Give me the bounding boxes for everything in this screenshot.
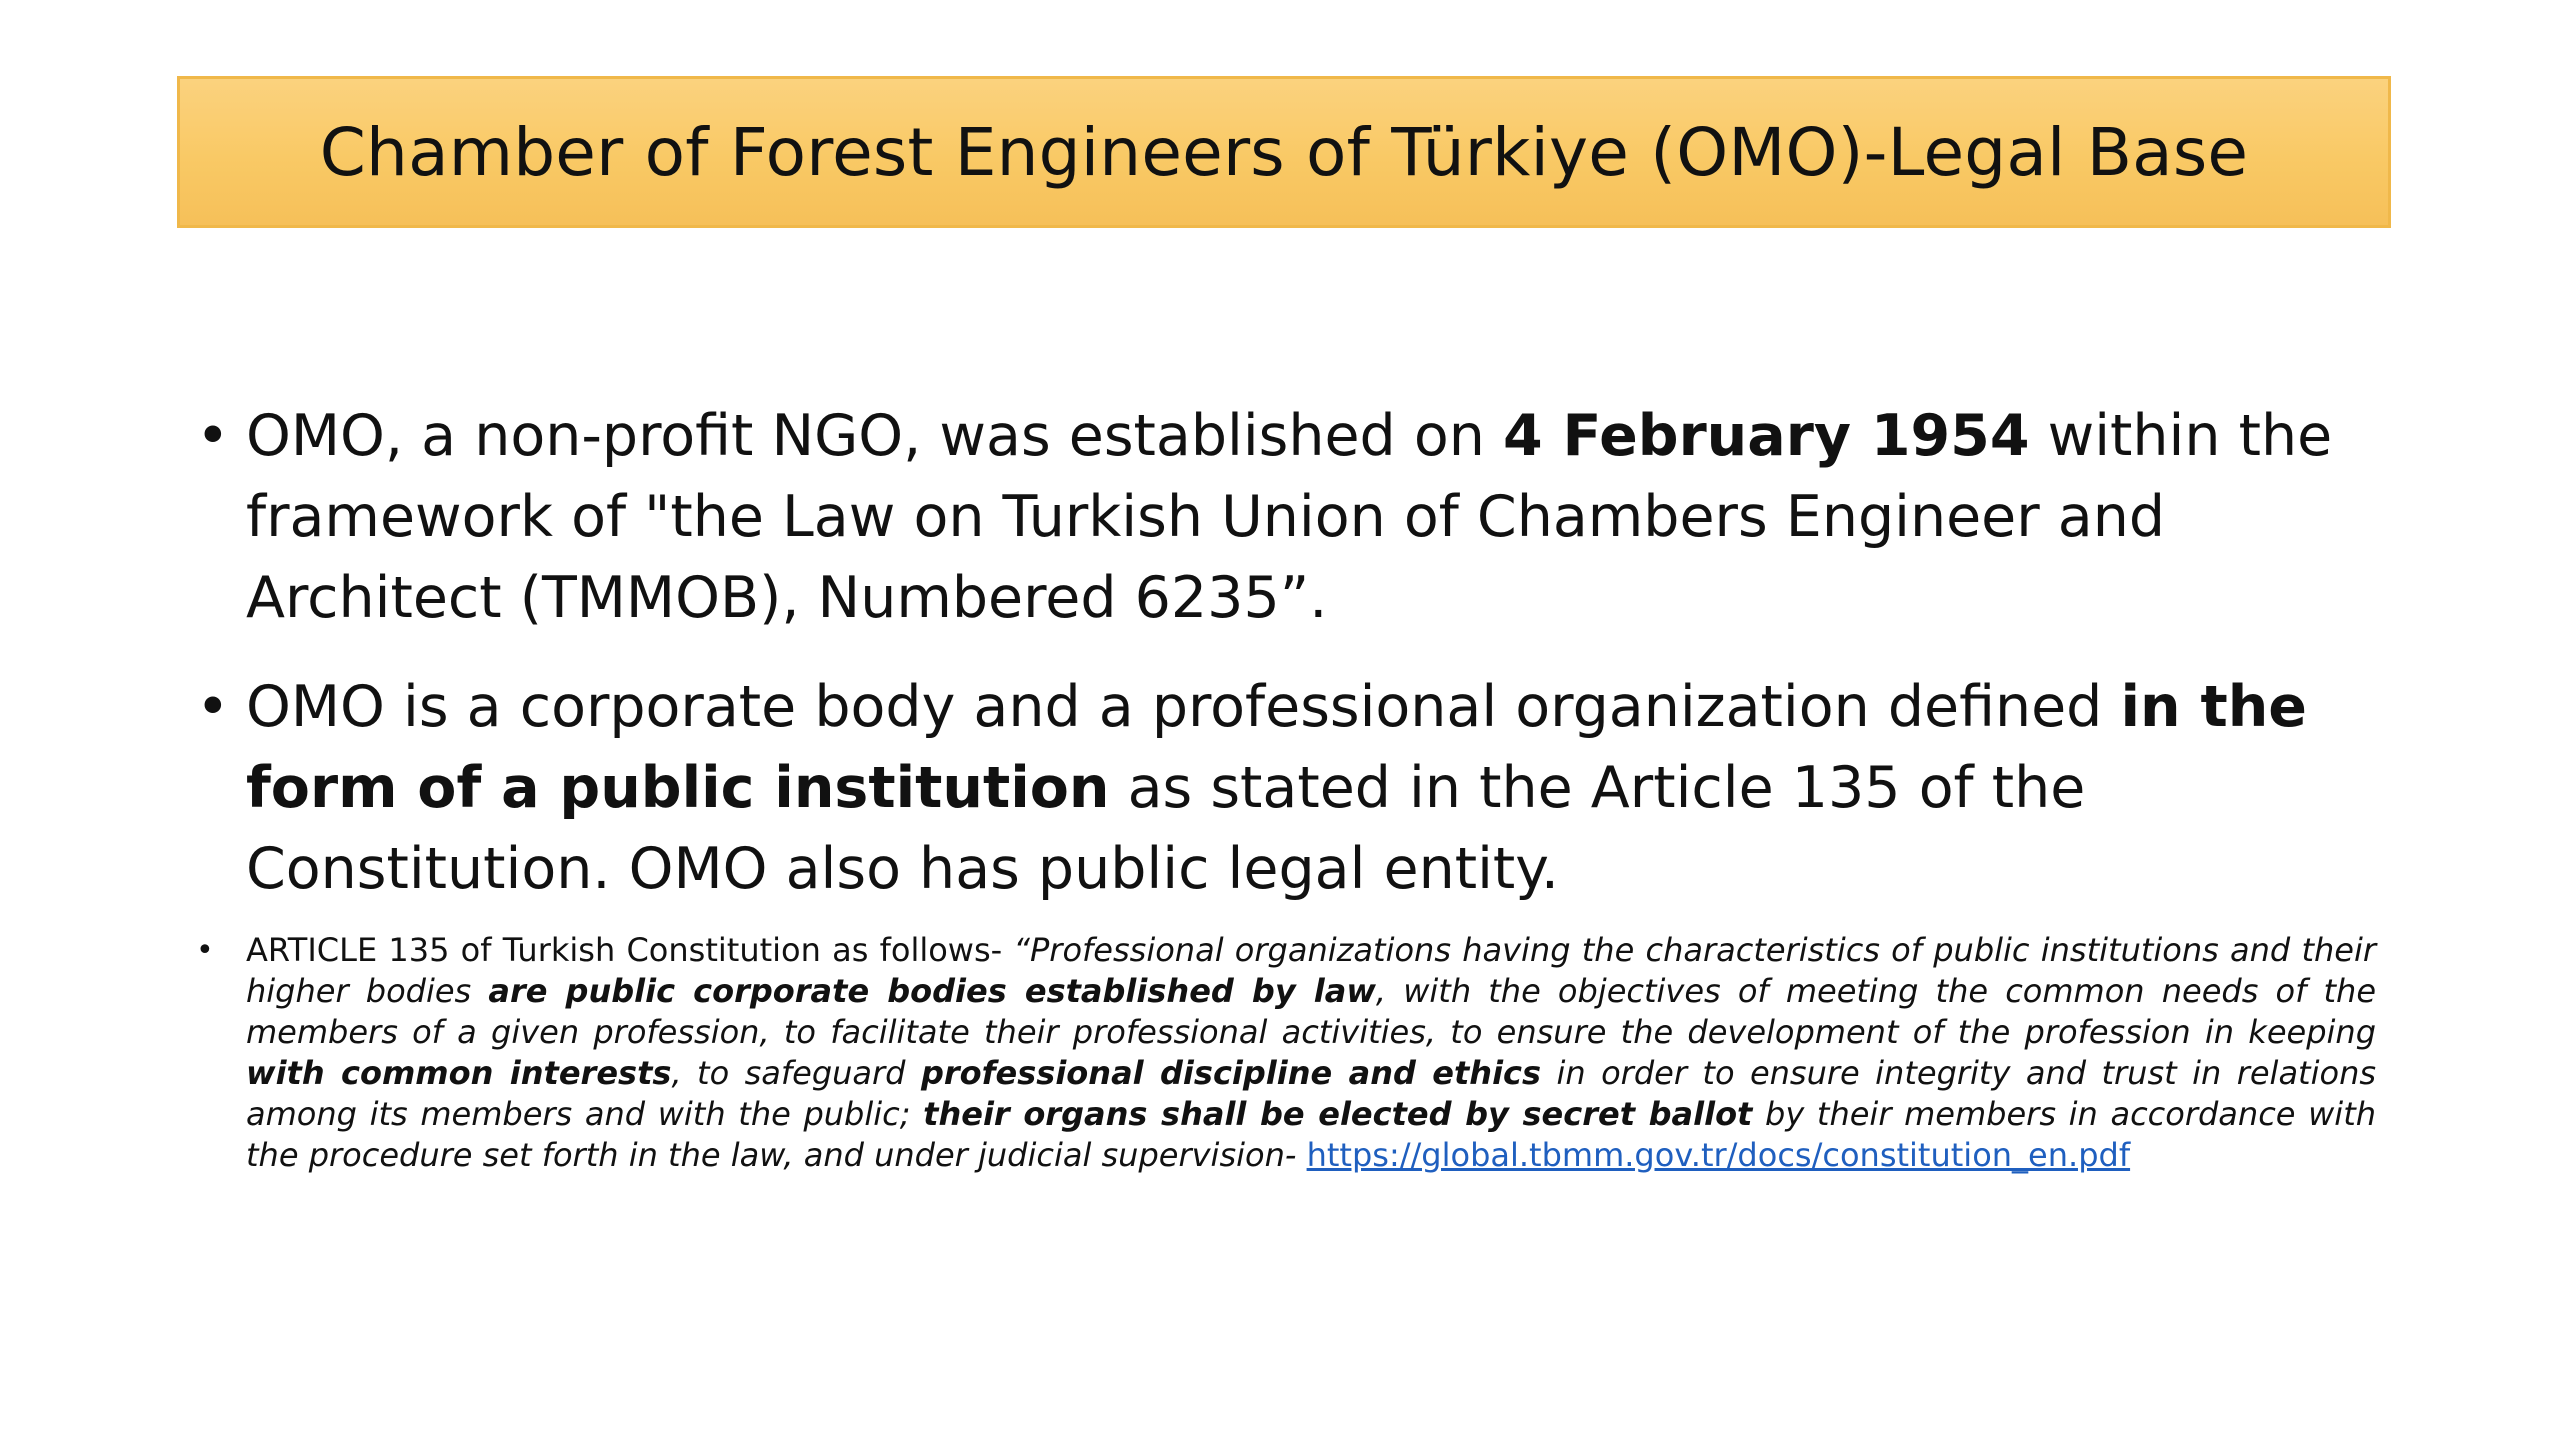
slide-title: Chamber of Forest Engineers of Türkiye (OMO)-Legal Base bbox=[319, 113, 2249, 191]
bullet-text: OMO is a corporate body and a professional organization defined bbox=[246, 674, 2121, 740]
note-quote: by their members in accordance with the procedure set forth in the law, and under judicial supervision- bbox=[246, 1095, 2377, 1174]
bullet-bold-date: 4 February 1954 bbox=[1502, 403, 2030, 469]
note-bold: are public corporate bodies established by law bbox=[488, 972, 1376, 1010]
main-bullet-list bbox=[196, 396, 2386, 938]
note-bold: with common interests bbox=[246, 1054, 672, 1092]
note-bold: professional discipline and ethics bbox=[920, 1054, 1542, 1092]
note-body bbox=[196, 930, 2376, 1176]
constitution-link[interactable]: https://global.tbmm.gov.tr/docs/constitution_en.pdf bbox=[1306, 1136, 2131, 1174]
note-quote: in order to ensure integrity and trust in relations among its members and with the public; bbox=[246, 1054, 2377, 1133]
bullet-text: within the framework of "the Law on Turkish Union of Chambers Engineer and Architect (TMMOB), Numbered 6235”. bbox=[246, 403, 2333, 631]
bullet-dot-icon: • bbox=[196, 674, 230, 740]
title-banner bbox=[177, 76, 2391, 228]
note-lead: ARTICLE 135 of Turkish Constitution as follows- bbox=[246, 931, 1014, 969]
article-135-note bbox=[196, 930, 2376, 1176]
bullet-bold-phrase: in the form of a public institution bbox=[246, 674, 2307, 821]
note-quote: , to safeguard bbox=[671, 1054, 921, 1092]
bullet-text: OMO, a non-profit NGO, was established on bbox=[246, 403, 1503, 469]
bullet-establishment bbox=[196, 396, 2386, 639]
bullet-dot-icon: • bbox=[196, 403, 230, 469]
note-bold: their organs shall be elected by secret ballot bbox=[923, 1095, 1753, 1133]
bullet-dot-icon: • bbox=[196, 933, 214, 968]
note-quote: , with the objectives of meeting the common needs of the members of a given profession, to facilitate their professional activities, to ensure the development of the profession in keeping bbox=[246, 972, 2376, 1051]
bullet-corporate-body bbox=[196, 667, 2386, 910]
bullet-text: as stated in the Article 135 of the Constitution. OMO also has public legal entity. bbox=[246, 755, 2086, 902]
note-quote: “Professional organizations having the characteristics of public institutions and their higher bodies bbox=[246, 931, 2377, 1010]
